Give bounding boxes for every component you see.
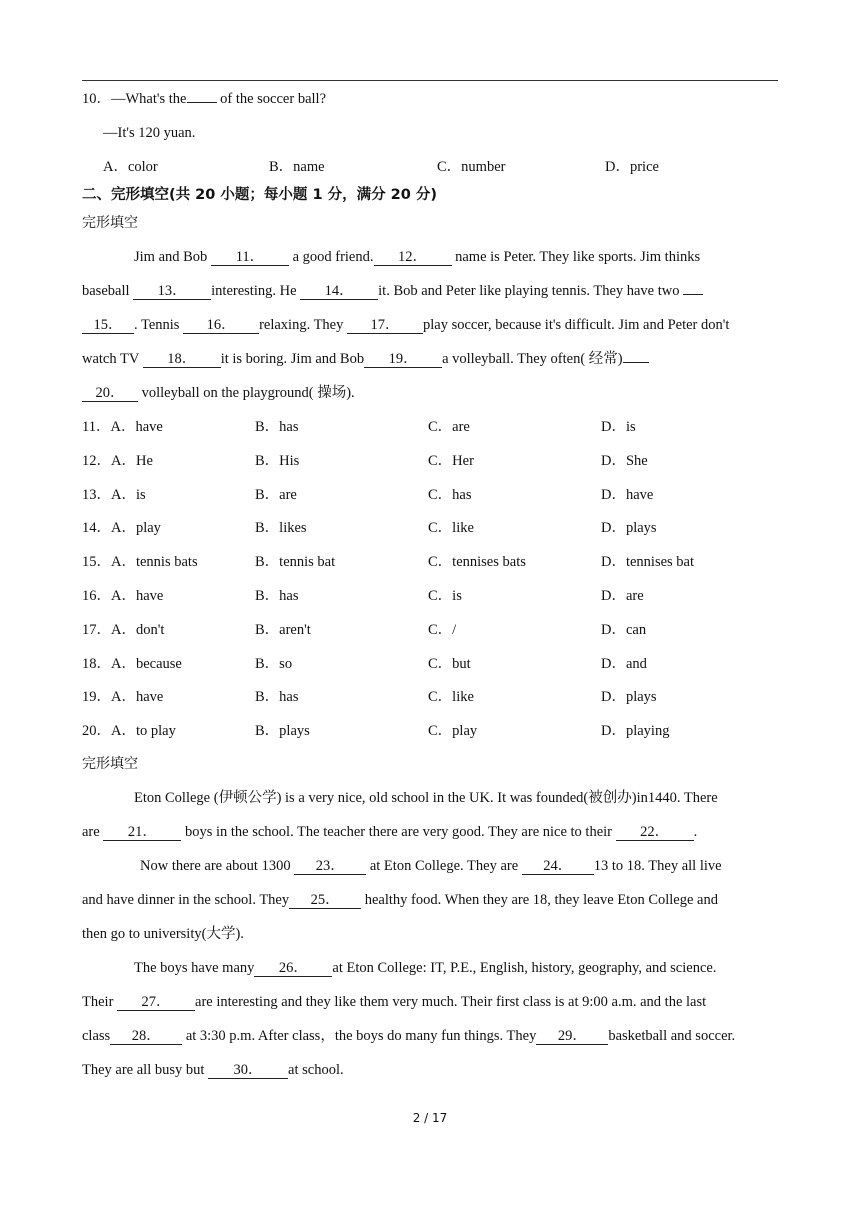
question-14-option-a[interactable] (82, 519, 161, 537)
passage-text: it. Bob and Peter like playing tennis. They have two (378, 283, 684, 299)
passage-1-line-2 (82, 282, 703, 300)
passage-text: at school. (288, 1062, 344, 1078)
question-10-blank[interactable] (187, 102, 217, 103)
passage-2-line-5: then go to university(大学). (82, 926, 244, 942)
question-14-option-d[interactable] (601, 519, 657, 537)
question-17-option-a[interactable] (82, 621, 164, 639)
question-10-option-c[interactable]: C．number (437, 159, 506, 175)
question-16-option-b[interactable] (255, 587, 299, 605)
passage-text: at 3:30 p.m. After class，the boys do many fun things. They (182, 1028, 537, 1044)
question-20-option-b[interactable] (255, 722, 310, 740)
passage-text: The boys have many (134, 960, 255, 976)
option-text: C．has (428, 486, 472, 503)
passage-text: are interesting and they like them very much. Their first class is at 9:00 a.m. and the last (195, 994, 707, 1010)
question-16-option-a[interactable] (82, 587, 163, 605)
option-text: C．like (428, 520, 474, 537)
passage-text: are (82, 824, 104, 840)
question-10-answer: —It's 120 yuan. (103, 125, 196, 141)
question-10-option-b[interactable]: B．name (269, 159, 325, 175)
question-20-option-c[interactable] (428, 722, 477, 740)
question-18-option-d[interactable] (601, 655, 647, 673)
question-19-option-d[interactable] (601, 688, 657, 706)
option-text: A．have (110, 419, 163, 435)
question-15-option-c[interactable] (428, 553, 526, 571)
question-17-option-b[interactable] (255, 621, 311, 639)
passage-text: Now there are about 1300 (140, 858, 295, 874)
blank-25[interactable]: 25． (289, 893, 361, 909)
blank-28[interactable]: 28． (110, 1029, 182, 1045)
question-19-option-a[interactable] (82, 688, 163, 706)
blank-16[interactable]: 16． (183, 318, 259, 334)
question-13-option-d[interactable] (601, 486, 653, 504)
passage-1-line-3 (82, 316, 729, 334)
question-12-option-a[interactable] (82, 452, 153, 470)
blank-17[interactable]: 17． (347, 318, 423, 334)
question-number: 16． (82, 588, 111, 604)
option-text: A．to play (111, 723, 176, 740)
option-text: D．She (601, 452, 648, 469)
question-number: 11． (82, 419, 111, 435)
option-text: A．He (111, 452, 153, 469)
question-19-option-c[interactable] (428, 688, 474, 706)
question-15-option-b[interactable] (255, 553, 335, 571)
option-text: B．plays (255, 723, 310, 740)
option-text: B．so (255, 655, 293, 672)
passage-text: interesting. He (211, 283, 301, 299)
question-18-option-b[interactable] (255, 655, 292, 673)
question-number: 15． (82, 554, 111, 571)
option-text: C．play (428, 723, 478, 740)
passage-text: basketball and soccer. (608, 1028, 736, 1044)
option-text: D．are (601, 588, 644, 604)
question-11-option-b[interactable] (255, 418, 299, 436)
blank-14[interactable]: 14． (300, 284, 378, 300)
passage-2-line-7 (82, 993, 706, 1011)
option-text: B．tennis bat (255, 554, 336, 571)
option-text: B．His (255, 452, 300, 469)
question-20-option-a[interactable] (82, 722, 176, 740)
passage-text: watch TV (82, 351, 143, 367)
blank-12[interactable]: 12． (374, 250, 452, 266)
passage-text: it is boring. Jim and Bob (220, 351, 365, 367)
question-19-option-b[interactable] (255, 688, 299, 706)
passage-2-line-4 (82, 891, 718, 909)
passage-text: and have dinner in the school. They (82, 892, 290, 908)
blank-15-start (683, 294, 703, 295)
question-13-option-c[interactable] (428, 486, 472, 504)
passage-text: Jim and Bob (134, 249, 211, 265)
passage-text: a good friend. (288, 249, 374, 265)
question-12-option-d[interactable] (601, 452, 648, 470)
question-14-option-c[interactable] (428, 519, 474, 537)
option-text: D．have (601, 486, 654, 503)
blank-26[interactable]: 26． (254, 961, 332, 977)
passage-text: boys in the school. The teacher there are very good. They are nice to their (181, 824, 616, 840)
option-text: B．has (255, 419, 299, 435)
option-text: A．have (111, 689, 164, 706)
passage-2-line-3 (140, 857, 722, 875)
option-text: D．and (601, 655, 647, 672)
question-20-option-d[interactable] (601, 722, 669, 740)
question-15-option-a[interactable] (82, 553, 198, 571)
question-16-option-d[interactable] (601, 587, 644, 605)
question-13-option-b[interactable] (255, 486, 297, 504)
option-text: B．has (255, 588, 299, 604)
question-10-option-a[interactable]: A．color (103, 159, 158, 175)
blank-18[interactable]: 18． (143, 352, 221, 368)
option-text: D．tennises bat (601, 554, 695, 571)
question-11-option-d[interactable] (601, 418, 636, 436)
passage-1-line-5 (82, 384, 355, 402)
passage-text: at Eton College: IT, P.E., English, history, geography, and science. (332, 960, 717, 976)
question-number: 12． (82, 452, 111, 469)
question-15-option-d[interactable] (601, 553, 694, 571)
header-rule (82, 80, 778, 81)
question-11-option-a[interactable] (82, 418, 163, 436)
option-text: C．are (428, 419, 470, 435)
question-14-option-b[interactable] (255, 519, 307, 537)
passage-2-label: 完形填空 (82, 756, 138, 772)
option-text: C．is (428, 588, 462, 604)
passage-1-line-4 (82, 350, 649, 368)
passage-text: class (82, 1028, 111, 1044)
passage-text: Their (82, 994, 118, 1010)
option-text: A．tennis bats (111, 554, 198, 571)
option-text: D．playing (601, 723, 670, 740)
question-13-option-a[interactable] (82, 486, 146, 504)
option-text: A．don't (111, 621, 165, 638)
passage-2-line-8 (82, 1027, 735, 1045)
option-text: C．tennises bats (428, 554, 526, 571)
blank-11[interactable]: 11． (211, 250, 289, 266)
passage-text: name is Peter. They like sports. Jim thinks (451, 249, 701, 265)
passage-text: volleyball on the playground( 操场). (138, 385, 355, 401)
passage-text: baseball (82, 283, 134, 299)
option-text: A．play (111, 520, 161, 537)
question-number: 14． (82, 520, 111, 537)
question-10-option-d[interactable]: D．price (605, 159, 659, 175)
passage-2-line-9 (82, 1061, 344, 1079)
option-text: A．because (111, 655, 182, 672)
passage-text: play soccer, because it's difficult. Jim and Peter don't (423, 317, 730, 333)
blank-15[interactable]: 15． (82, 318, 134, 334)
passage-1-line-1 (134, 248, 700, 266)
question-17-option-c[interactable] (428, 621, 456, 639)
blank-23[interactable]: 23． (294, 859, 366, 875)
blank-24[interactable]: 24． (522, 859, 594, 875)
option-text: B．are (255, 486, 297, 503)
blank-20[interactable]: 20． (82, 386, 138, 402)
question-number: 17． (82, 621, 111, 638)
option-text: D．is (601, 419, 636, 435)
question-12-option-b[interactable] (255, 452, 299, 470)
option-text: A．is (111, 486, 146, 503)
passage-text: at Eton College. They are (366, 858, 522, 874)
option-text: C．/ (428, 621, 457, 638)
passage-text: They are all busy but (82, 1062, 209, 1078)
passage-text: . (693, 824, 698, 840)
option-text: D．can (601, 621, 647, 638)
question-18-option-a[interactable] (82, 655, 182, 673)
question-17-option-d[interactable] (601, 621, 646, 639)
section-2-title: 二、完形填空(共 20 小题；每小题 1 分，满分 20 分) (82, 187, 437, 203)
blank-21[interactable]: 21． (103, 825, 181, 841)
blank-27[interactable]: 27． (117, 995, 195, 1011)
question-number: 13． (82, 486, 111, 503)
option-text: B．has (255, 689, 299, 706)
passage-text: . Tennis (134, 317, 184, 333)
question-12-option-c[interactable] (428, 452, 474, 470)
blank-13[interactable]: 13． (133, 284, 211, 300)
question-number: 19． (82, 689, 111, 706)
option-text: B．aren't (255, 621, 311, 638)
passage-2-line-6 (134, 959, 716, 977)
option-text: C．like (428, 689, 474, 706)
blank-29[interactable]: 29． (536, 1029, 608, 1045)
blank-19[interactable]: 19． (364, 352, 442, 368)
question-16-option-c[interactable] (428, 587, 462, 605)
question-number: 20． (82, 723, 111, 740)
option-text: A．have (111, 588, 164, 604)
passage-2-line-1: Eton College (伊顿公学) is a very nice, old school in the UK. It was founded(被创办)in1440. There (134, 790, 718, 806)
question-number: 18． (82, 655, 111, 672)
option-text: C．Her (428, 452, 474, 469)
blank-20-start (623, 362, 649, 363)
passage-text: 13 to 18. They all live (593, 858, 722, 874)
option-text: C．but (428, 655, 471, 672)
question-10 (82, 90, 326, 108)
passage-text: relaxing. They (259, 317, 347, 333)
passage-text: a volleyball. They often( 经常) (442, 351, 623, 367)
passage-2-line-2 (82, 823, 697, 841)
option-text: B．likes (255, 520, 307, 537)
page-number: 2 / 17 (412, 1111, 448, 1125)
blank-22[interactable]: 22． (616, 825, 694, 841)
option-text: D．plays (601, 520, 657, 537)
option-text: D．plays (601, 689, 657, 706)
question-10-text-post: of the soccer ball? (216, 91, 327, 107)
passage-1-label: 完形填空 (82, 215, 138, 231)
passage-text: healthy food. When they are 18, they leave Eton College and (361, 892, 718, 908)
question-10-text-pre: 10．—What's the (82, 91, 187, 107)
blank-30[interactable]: 30． (208, 1063, 288, 1079)
question-11-option-c[interactable] (428, 418, 470, 436)
question-18-option-c[interactable] (428, 655, 471, 673)
